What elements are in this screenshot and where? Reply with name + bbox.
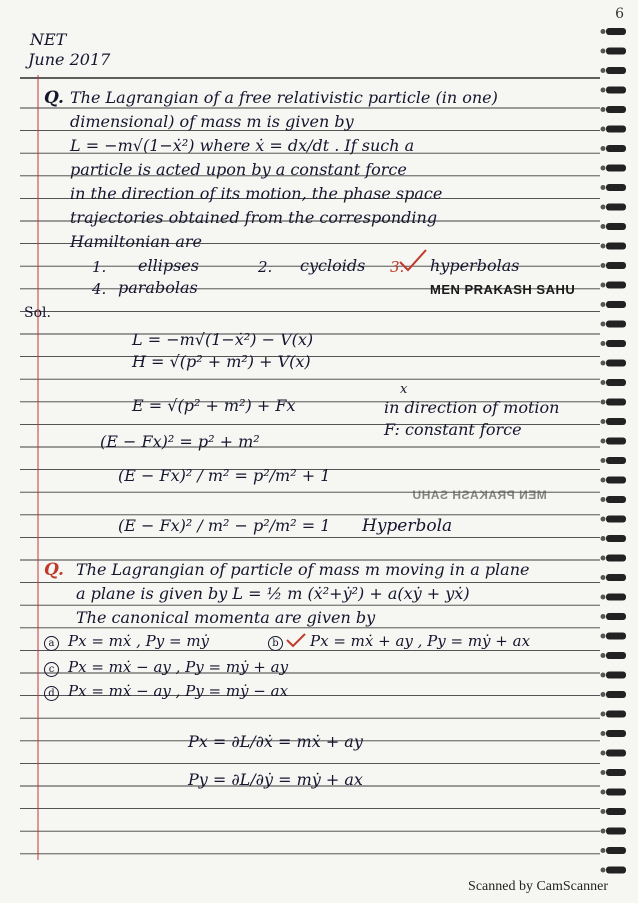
spiral-binding (601, 28, 627, 874)
spiral-hole (601, 361, 606, 366)
spiral-ring (606, 594, 626, 601)
spiral-ring (606, 613, 626, 620)
footer-watermark: Scanned by CamScanner (468, 879, 608, 894)
option-text-correct: hyperbolas (430, 256, 520, 275)
spiral-ring (606, 672, 626, 679)
spiral-ring (606, 67, 626, 74)
option-label: c (44, 662, 59, 677)
solution-line: (E − Fx)² / m² − p²/m² = 1 (118, 516, 331, 535)
option-label: b (268, 636, 283, 651)
spiral-ring (606, 126, 626, 133)
spiral-hole (601, 146, 606, 151)
work-line: Py = ∂L/∂ẏ = mẏ + ax (188, 770, 363, 789)
spiral-hole (601, 536, 606, 541)
spiral-hole (601, 68, 606, 73)
option-label: a (44, 636, 59, 651)
spiral-ring (606, 457, 626, 464)
spiral-ring (606, 691, 626, 698)
spiral-ring (606, 808, 626, 815)
spiral-hole (601, 731, 606, 736)
option-text: parabolas (118, 278, 198, 297)
question-line: trajectories obtained from the corresponding (70, 208, 438, 227)
spiral-ring (606, 399, 626, 406)
spiral-hole (601, 283, 606, 288)
spiral-hole (601, 185, 606, 190)
spiral-hole (601, 751, 606, 756)
spiral-hole (601, 107, 606, 112)
option-number: 3. (390, 258, 405, 276)
question-line: L = −m√(1−ẋ²) where ẋ = dx/dt . If such a (70, 136, 415, 155)
spiral-hole (601, 653, 606, 658)
spiral-hole (601, 244, 606, 249)
spiral-hole (601, 88, 606, 93)
question-line: in the direction of its motion, the phase space (70, 184, 443, 203)
question-marker: Q. (44, 560, 64, 580)
spiral-ring (606, 145, 626, 152)
spiral-ring (606, 711, 626, 718)
spiral-hole (601, 634, 606, 639)
spiral-ring (606, 87, 626, 94)
option-text-correct: Px = mẋ + ay , Py = mẏ + ax (310, 632, 531, 650)
option-label: d (44, 686, 59, 701)
spiral-ring (606, 438, 626, 445)
spiral-ring (606, 28, 626, 35)
spiral-hole (601, 302, 606, 307)
solution-label: Sol. (24, 305, 51, 321)
solution-line: (E − Fx)² = p² + m² (100, 432, 260, 451)
author-stamp: MEN PRAKASH SAHU (430, 282, 576, 297)
option-text: Px = mẋ − ay , Py = mẏ + ay (68, 658, 289, 676)
spiral-ring (606, 574, 626, 581)
spiral-ring (606, 106, 626, 113)
spiral-hole (601, 556, 606, 561)
spiral-hole (601, 790, 606, 795)
spiral-hole (601, 829, 606, 834)
spiral-hole (601, 29, 606, 34)
header-exam: NET (30, 30, 67, 49)
spiral-ring (606, 165, 626, 172)
solution-line: L = −m√(1−ẋ²) − V(x) (132, 330, 314, 349)
spiral-ring (606, 516, 626, 523)
spiral-ring (606, 340, 626, 347)
spiral-ring (606, 223, 626, 230)
spiral-ring (606, 847, 626, 854)
spiral-hole (601, 614, 606, 619)
spiral-ring (606, 184, 626, 191)
spiral-ring (606, 535, 626, 542)
note-x: x (400, 382, 408, 397)
spiral-hole (601, 224, 606, 229)
spiral-ring (606, 321, 626, 328)
option-number: 2. (258, 258, 273, 276)
spiral-hole (601, 848, 606, 853)
option-text: ellipses (138, 256, 199, 275)
spiral-ring (606, 496, 626, 503)
spiral-ring (606, 360, 626, 367)
spiral-hole (601, 380, 606, 385)
question-line: a plane is given by L = ½ m (ẋ²+ẏ²) + a(xẏ + yẋ) (76, 584, 470, 603)
spiral-ring (606, 282, 626, 289)
spiral-hole (601, 322, 606, 327)
question-line: The Lagrangian of particle of mass m moving in a plane (76, 560, 530, 579)
spiral-hole (601, 575, 606, 580)
spiral-hole (601, 478, 606, 483)
spiral-hole (601, 692, 606, 697)
spiral-ring (606, 243, 626, 250)
spiral-ring (606, 867, 626, 874)
spiral-hole (601, 127, 606, 132)
spiral-ring (606, 204, 626, 211)
tick-mark-q2 (287, 634, 305, 646)
spiral-hole (601, 400, 606, 405)
option-number: 1. (92, 258, 107, 276)
spiral-ring (606, 262, 626, 269)
solution-answer: Hyperbola (362, 516, 453, 536)
option-text: cycloids (300, 256, 366, 275)
option-text: Px = mẋ , Py = mẏ (68, 632, 210, 650)
spiral-hole (601, 595, 606, 600)
spiral-hole (601, 166, 606, 171)
solution-note: in direction of motion (384, 398, 560, 417)
spiral-hole (601, 809, 606, 814)
spiral-hole (601, 517, 606, 522)
spiral-ring (606, 418, 626, 425)
question-marker: Q. (44, 88, 64, 108)
question-line: The Lagrangian of a free relativistic particle (in one) (70, 88, 498, 107)
spiral-ring (606, 379, 626, 386)
option-text: Px = mẋ − ay , Py = mẏ − ax (68, 682, 289, 700)
spiral-ring (606, 633, 626, 640)
page-number: 6 (615, 6, 624, 22)
spiral-hole (601, 263, 606, 268)
question-line: Hamiltonian are (70, 232, 202, 251)
solution-note: F: constant force (384, 420, 522, 439)
solution-line: E = √(p² + m²) + Fx (132, 396, 296, 415)
spiral-ring (606, 828, 626, 835)
header-date: June 2017 (28, 50, 111, 69)
spiral-hole (601, 341, 606, 346)
solution-line: (E − Fx)² / m² = p²/m² + 1 (118, 466, 331, 485)
spiral-hole (601, 770, 606, 775)
spiral-hole (601, 712, 606, 717)
spiral-ring (606, 48, 626, 55)
spiral-ring (606, 555, 626, 562)
solution-line: H = √(p² + m²) + V(x) (132, 352, 311, 371)
spiral-ring (606, 769, 626, 776)
mirrored-stamp: MEN PRAKASH SAHU (412, 488, 547, 502)
question-line: dimensional) of mass m is given by (70, 112, 354, 131)
spiral-hole (601, 458, 606, 463)
spiral-ring (606, 750, 626, 757)
spiral-hole (601, 673, 606, 678)
spiral-hole (601, 868, 606, 873)
spiral-ring (606, 730, 626, 737)
work-line: Px = ∂L/∂ẋ = mẋ + ay (188, 732, 363, 751)
spiral-ring (606, 652, 626, 659)
question-line: particle is acted upon by a constant force (70, 160, 407, 179)
spiral-hole (601, 419, 606, 424)
spiral-hole (601, 205, 606, 210)
question-line: The canonical momenta are given by (76, 608, 376, 627)
spiral-hole (601, 439, 606, 444)
spiral-ring (606, 477, 626, 484)
spiral-hole (601, 49, 606, 54)
spiral-ring (606, 789, 626, 796)
spiral-hole (601, 497, 606, 502)
spiral-ring (606, 301, 626, 308)
option-number: 4. (92, 280, 107, 298)
